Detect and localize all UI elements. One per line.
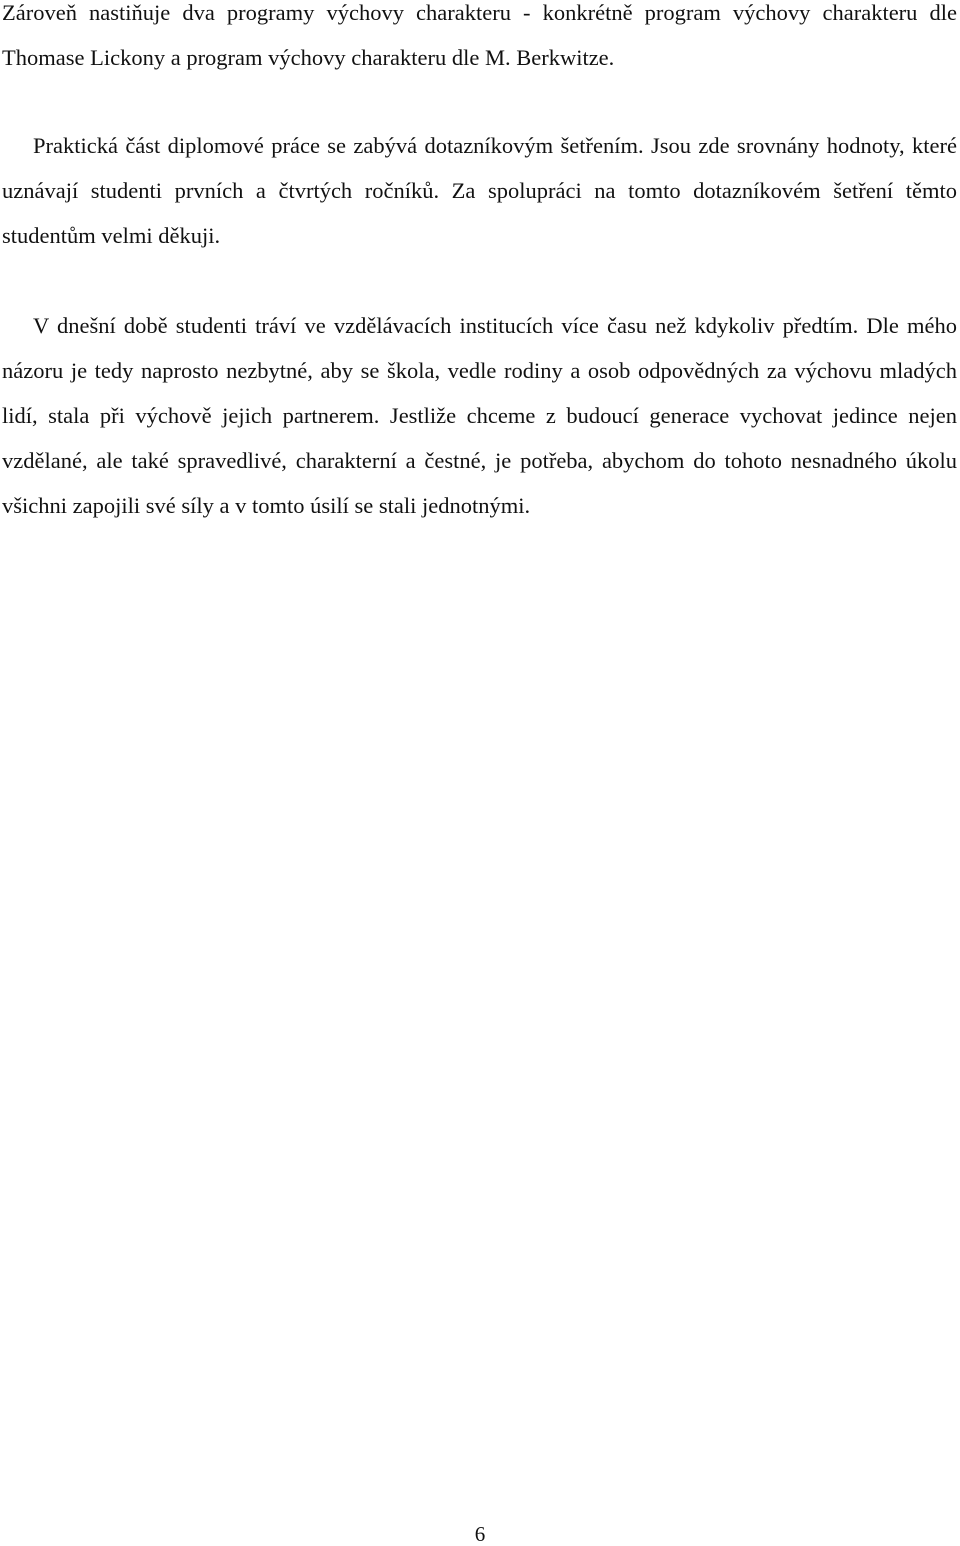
page-number: 6 [474, 1522, 486, 1546]
paragraph-school-role: V dnešní době studenti tráví ve vzdělávacích institucích více času než kdykoliv předtím. Dle mého názoru je tedy naprosto nezbytné, aby se škola, vedle rodiny a osob odpovědných za výchovu mladých lidí, stala při výchově jejich partnerem. Jestliže chceme z budoucí generace vychovat jedince nejen vzdělané, ale také spravedlivé, charakterní a čestné, je potřeba, abychom do tohoto nesnadného úkolu všichni zapojili své síly a v tomto úsilí se stali jednotnými. [2, 313, 957, 518]
paragraph-programs-intro: Zároveň nastiňuje dva programy výchovy charakteru - konkrétně program výchovy charakteru dle Thomase Lickony a program výchovy charakteru dle M. Berkwitze. [2, 0, 957, 70]
paragraph-practical-part: Praktická část diplomové práce se zabývá dotazníkovým šetřením. Jsou zde srovnány hodnoty, které uznávají studenti prvních a čtvrtých ročníků. Za spolupráci na tomto dotazníkovém šetření těmto studentům velmi děkuji. [2, 133, 957, 248]
